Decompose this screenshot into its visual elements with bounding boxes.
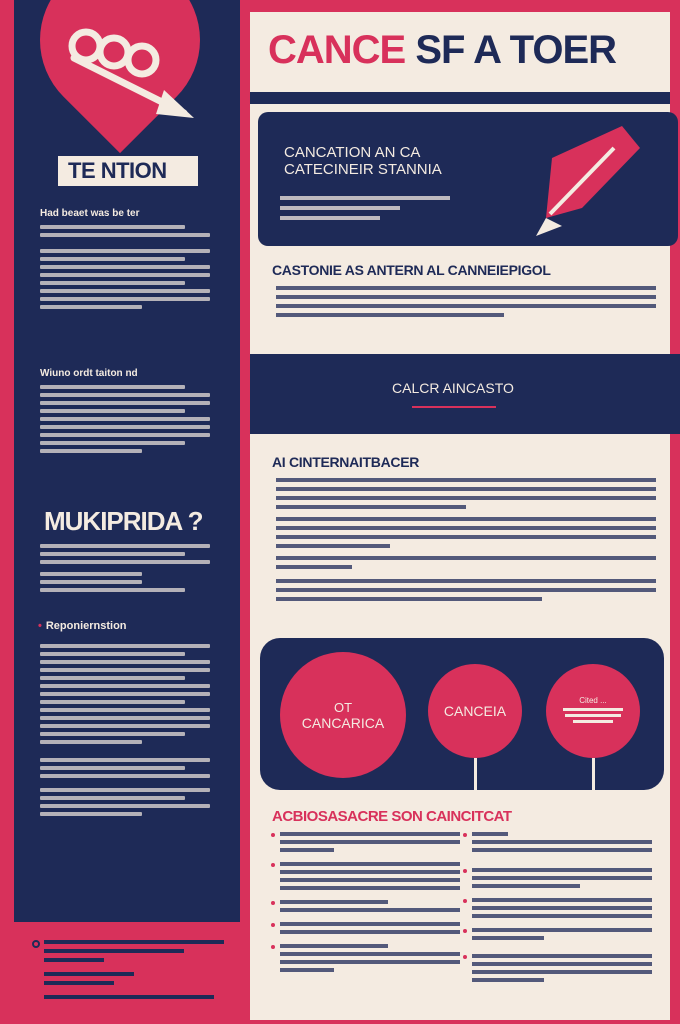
question-heading: MUKIPRIDA ?: [44, 506, 203, 536]
circle-3-stem: [592, 758, 595, 790]
band-underline: [412, 406, 496, 408]
footer-notes: [32, 940, 232, 1004]
band-title: CALCR AINCASTO: [392, 380, 514, 396]
section-2-body: [276, 478, 656, 606]
circle-1: OT CANCARICA: [280, 652, 406, 778]
circle-2: CANCEIA: [428, 664, 522, 758]
ribbon-icon: [64, 18, 194, 128]
top-stripe: [250, 0, 680, 12]
intro-card-title: CANCATION AN CA CATECINEIR STANNIA: [284, 144, 442, 178]
attention-banner: TE NTION: [58, 156, 198, 186]
bottom-title: ACBIOSASACRE SON CAINCITCAT: [272, 808, 512, 825]
left-block-1-title: Had beaet was be ter: [40, 208, 140, 219]
page-title: CANCE SF A TOER: [268, 28, 617, 72]
left-block-2: [40, 368, 210, 456]
bottom-col-right: [472, 832, 652, 992]
bottom-col-left: [280, 832, 460, 982]
header-divider: [250, 92, 670, 104]
section-1-body: [276, 286, 656, 322]
pen-icon: [522, 118, 642, 238]
left-block-3-title: • Reponiernstion: [38, 620, 127, 632]
circle-3: Cited ...: [546, 664, 640, 758]
intro-card-lines: [280, 196, 480, 226]
left-block-1: [40, 208, 210, 312]
left-block-2-title: Wiuno ordt taiton nd: [40, 368, 138, 379]
section-1-title: CASTONIE AS ANTERN AL CANNEIEPIGOL: [272, 262, 551, 278]
left-block-question-body: [40, 540, 210, 595]
circle-2-stem: [474, 758, 477, 790]
section-2-title: AI CINTERNAITBACER: [272, 454, 420, 470]
left-block-3: [40, 640, 210, 819]
